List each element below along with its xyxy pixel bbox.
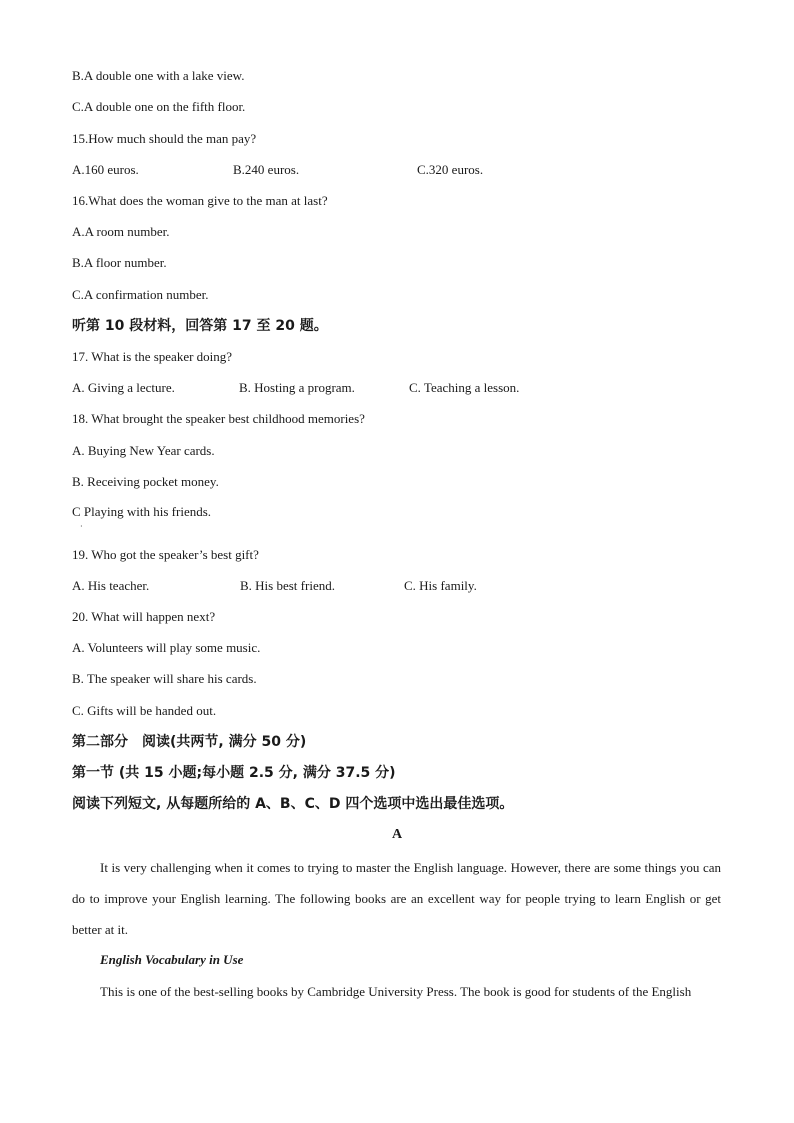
q17-option-b: B. Hosting a program.	[239, 380, 355, 395]
q16-option-c: C.A confirmation number.	[72, 287, 209, 302]
q19-option-a: A. His teacher.	[72, 578, 150, 593]
q18-option-a: A. Buying New Year cards.	[72, 443, 215, 458]
reading-instruction: 阅读下列短文, 从每题所给的 A、B、C、D 四个选项中选出最佳选项。	[72, 796, 514, 812]
q18-question: 18. What brought the speaker best childhood memories?	[72, 411, 365, 426]
section10-instruction: 听第 10 段材料，回答第 17 至 20 题。	[72, 318, 328, 334]
q15-option-a: A.160 euros.	[72, 162, 139, 177]
q20-option-b: B. The speaker will share his cards.	[72, 671, 257, 686]
section1-heading: 第一节 (共 15 小题;每小题 2.5 分, 满分 37.5 分)	[72, 765, 396, 781]
stray-dot: ·	[80, 522, 83, 531]
q15-option-c: C.320 euros.	[417, 162, 484, 177]
q14-option-b: B.A double one with a lake view.	[72, 68, 245, 83]
q15-option-b: B.240 euros.	[233, 162, 300, 177]
q16-question: 16.What does the woman give to the man at last?	[72, 193, 328, 208]
q17-question: 17. What is the speaker doing?	[72, 349, 233, 364]
book1-text: This is one of the best-selling books by Cambridge University Press. The book is good for students of the English	[100, 984, 692, 999]
q17-option-c: C. Teaching a lesson.	[409, 380, 520, 395]
q20-option-c: C. Gifts will be handed out.	[72, 703, 217, 718]
q16-option-b: B.A floor number.	[72, 255, 167, 270]
q19-option-c: C. His family.	[404, 578, 477, 593]
q16-option-a: A.A room number.	[72, 224, 170, 239]
q19-option-b: B. His best friend.	[240, 578, 335, 593]
book1-title: English Vocabulary in Use	[100, 952, 244, 967]
q20-question: 20. What will happen next?	[72, 609, 216, 624]
passage-intro: It is very challenging when it comes to trying to master the English language. However, there are some things you can do to improve your English learning. The following books are an excellent way for people trying to learn English or get better at it.	[72, 860, 721, 937]
q14-option-c: C.A double one on the fifth floor.	[72, 99, 246, 114]
passage-label: A	[391, 827, 403, 842]
q15-question: 15.How much should the man pay?	[72, 131, 257, 146]
q20-option-a: A. Volunteers will play some music.	[72, 640, 261, 655]
q19-question: 19. Who got the speaker’s best gift?	[72, 547, 259, 562]
q17-option-a: A. Giving a lecture.	[72, 380, 175, 395]
q18-option-c: C Playing with his friends.	[72, 504, 212, 519]
part2-heading: 第二部分 阅读(共两节, 满分 50 分)	[72, 734, 307, 750]
q18-option-b: B. Receiving pocket money.	[72, 474, 219, 489]
